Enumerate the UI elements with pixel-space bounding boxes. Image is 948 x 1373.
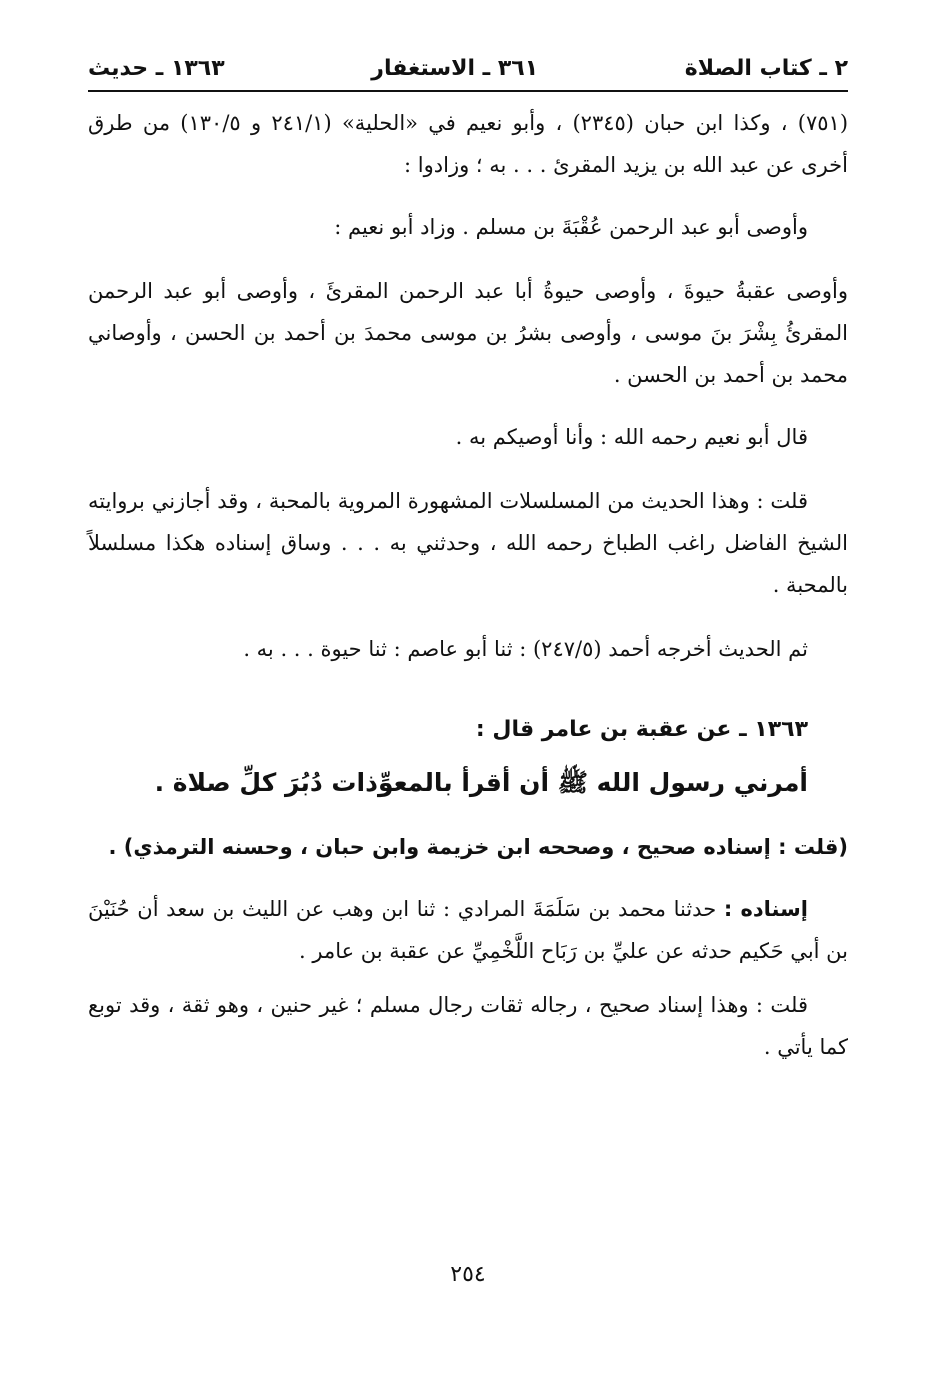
page-number: ٢٥٤ [450, 1262, 486, 1287]
paragraph-abu-nuaym: قال أبو نعيم رحمه الله : وأنا أوصيكم به . [455, 425, 808, 449]
page-body [88, 102, 848, 1068]
book-page [88, 52, 848, 1312]
paragraph-musalsal-note: قلت : وهذا الحديث من المسلسلات المشهورة المروية بالمحبة ، وقد أجازني بروايته الشيخ الفاضل راغب الطباخ رحمه الله ، وحدثني به . . . وساق إسناده هكذا مسلسلاً بالمحبة . [88, 489, 848, 597]
paragraph-chain-of-bequest: وأوصى عقبةُ حيوةَ ، وأوصى حيوةُ أبا عبد الرحمن المقرئَ ، وأوصى أبو عبد الرحمن المقرئُ بِشْرَ بنَ موسى ، وأوصى بشرُ بن موسى محمدَ بن أحمد بن الحسن ، وأوصاني محمد بن أحمد بن الحسن . [88, 279, 848, 387]
header-rule [88, 90, 848, 92]
isnad-text: حدثنا محمد بن سَلَمَةَ المرادي : ثنا ابن وهب عن الليث بن سعد أن حُنَيْنَ بن أبي حَكيم حدثه عن عليِّ بن رَبَاح اللَّخْمِيِّ عن عقبة بن عامر . [88, 897, 848, 963]
hadith-matn: أمرني رسول الله ﷺ أن أقرأ بالمعوِّذات دُبُرَ كلِّ صلاة . [154, 768, 808, 797]
running-header [88, 52, 848, 86]
paragraph-grading: قلت : وهذا إسناد صحيح ، رجاله ثقات رجال مسلم ؛ غير حنين ، وهو ثقة ، وقد توبع كما يأتي . [88, 993, 848, 1059]
hadith-verdict: (قلت : إسناده صحيح ، وصححه ابن خزيمة وابن حبان ، وحسنه الترمذي) . [108, 835, 848, 859]
paragraph-isnad [88, 888, 848, 972]
header-hadith-number: ١٣٦٣ ـ حديث [88, 56, 225, 81]
paragraph-addition: وأوصى أبو عبد الرحمن عُقْبَةَ بن مسلم . وزاد أبو نعيم : [334, 215, 808, 239]
header-chapter: ٢ ـ كتاب الصلاة [684, 56, 848, 81]
header-section: ٣٦١ ـ الاستغفار [371, 56, 539, 81]
paragraph-ahmad: ثم الحديث أخرجه أحمد (٢٤٧/٥) : ثنا أبو عاصم : ثنا حيوة . . . به . [243, 637, 808, 661]
hadith-heading: ١٣٦٣ ـ عن عقبة بن عامر قال : [475, 717, 808, 742]
paragraph-takhrij: (٧٥١) ، وكذا ابن حبان (٢٣٤٥) ، وأبو نعيم في «الحلية» (٢٤١/١ و ١٣٠/٥) من طرق أخرى عن عبد الله بن يزيد المقرئ . . . به ؛ وزادوا : [88, 111, 849, 177]
isnad-label: إسناده : [723, 897, 808, 921]
